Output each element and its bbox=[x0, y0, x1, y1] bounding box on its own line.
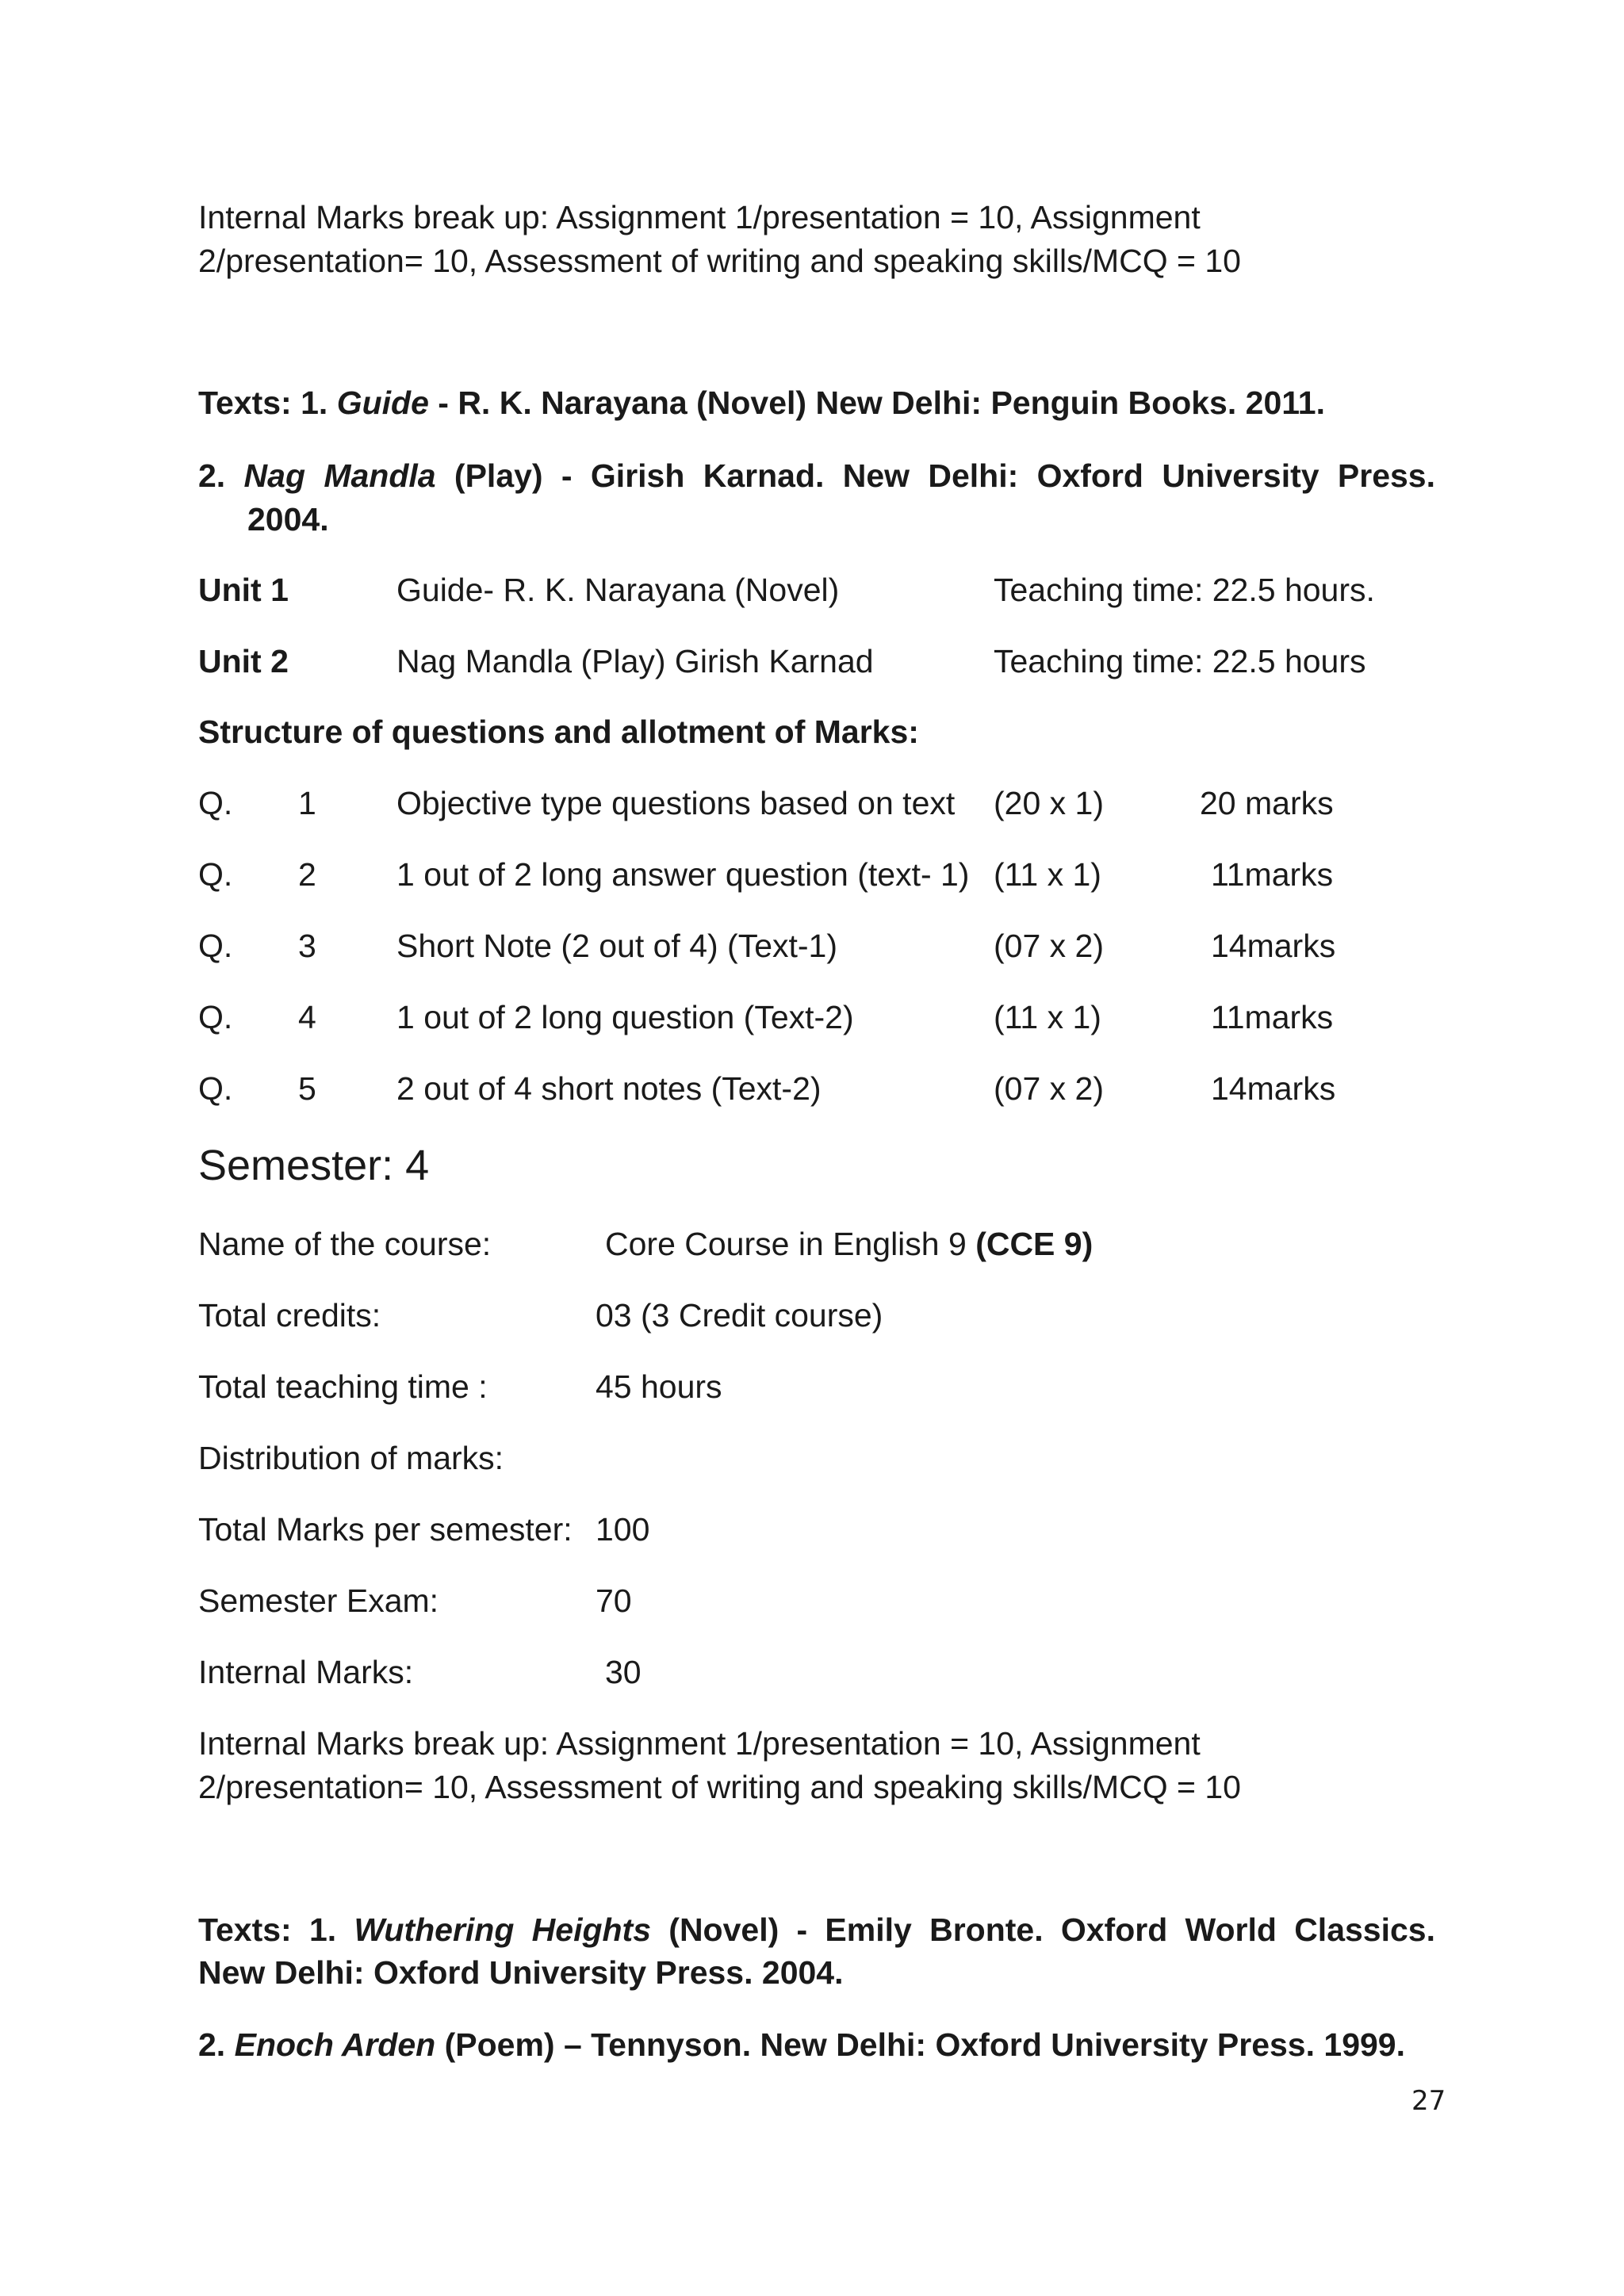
question-description: 2 out of 4 short notes (Text-2) bbox=[396, 1070, 822, 1107]
total-credits-label: Total credits: bbox=[198, 1297, 381, 1334]
question-q: Q. bbox=[198, 856, 233, 893]
text-details: (Novel) - Emily Bronte. Oxford World Classics. bbox=[651, 1911, 1435, 1948]
total-marks-value: 100 bbox=[596, 1511, 650, 1548]
question-marks: 11marks bbox=[1211, 999, 1334, 1035]
text-details: (Play) - Girish Karnad. New Delhi: Oxford University Press. bbox=[435, 457, 1436, 494]
text-title: Enoch Arden bbox=[234, 2026, 436, 2063]
question-calculation: (20 x 1) bbox=[994, 785, 1104, 821]
question-marks: 14marks bbox=[1211, 1070, 1336, 1107]
question-calculation: (11 x 1) bbox=[994, 856, 1101, 893]
text-details: - R. K. Narayana (Novel) New Delhi: Penguin Books. 2011. bbox=[428, 385, 1325, 421]
internal-breakup-line-2: 2/presentation= 10, Assessment of writing and speaking skills/MCQ = 10 bbox=[198, 1769, 1241, 1805]
course-name-label: Name of the course: bbox=[198, 1226, 492, 1262]
unit-2-label: Unit 2 bbox=[198, 643, 289, 679]
question-q: Q. bbox=[198, 999, 233, 1035]
question-q: Q. bbox=[198, 1070, 233, 1107]
question-number: 3 bbox=[298, 928, 316, 964]
question-number: 2 bbox=[298, 856, 316, 893]
question-number: 4 bbox=[298, 999, 316, 1035]
question-q: Q. bbox=[198, 928, 233, 964]
unit-1-time: Teaching time: 22.5 hours. bbox=[994, 572, 1375, 608]
question-marks: 14marks bbox=[1211, 928, 1336, 964]
teaching-time-value: 45 hours bbox=[596, 1368, 722, 1405]
texts-prefix: Texts: 1. bbox=[198, 1911, 354, 1948]
texts-item-2-year: 2004. bbox=[247, 501, 329, 538]
semester-heading: Semester: 4 bbox=[198, 1142, 430, 1189]
text-title: Wuthering Heights bbox=[354, 1911, 652, 1948]
course-name-text: Core Course in English 9 bbox=[605, 1226, 976, 1262]
internal-marks-value: 30 bbox=[605, 1654, 642, 1690]
internal-marks-label: Internal Marks: bbox=[198, 1654, 414, 1690]
question-calculation: (07 x 2) bbox=[994, 928, 1104, 964]
structure-heading: Structure of questions and allotment of Marks: bbox=[198, 714, 919, 750]
semester-exam-label: Semester Exam: bbox=[198, 1582, 439, 1619]
texts-prefix: 2. bbox=[198, 457, 244, 494]
total-credits-value: 03 (3 Credit course) bbox=[596, 1297, 883, 1334]
question-description: Objective type questions based on text bbox=[396, 785, 956, 821]
text-title: Guide bbox=[336, 385, 429, 421]
course-code: (CCE 9) bbox=[975, 1226, 1094, 1262]
total-marks-label: Total Marks per semester: bbox=[198, 1511, 573, 1548]
texts-prefix: 2. bbox=[198, 2026, 235, 2063]
unit-1-title: Guide- R. K. Narayana (Novel) bbox=[396, 572, 840, 608]
question-number: 1 bbox=[298, 785, 316, 821]
text-title: Nag Mandla bbox=[243, 457, 436, 494]
question-number: 5 bbox=[298, 1070, 316, 1107]
texts-prefix: Texts: 1. bbox=[198, 385, 337, 421]
question-description: 1 out of 2 long question (Text-2) bbox=[396, 999, 854, 1035]
unit-1-label: Unit 1 bbox=[198, 572, 289, 608]
course-name-value bbox=[605, 1223, 1093, 1265]
question-calculation: (07 x 2) bbox=[994, 1070, 1104, 1107]
teaching-time-label: Total teaching time : bbox=[198, 1368, 488, 1405]
question-marks: 20 marks bbox=[1200, 785, 1334, 821]
semester-exam-value: 70 bbox=[596, 1582, 632, 1619]
internal-breakup-line-2: 2/presentation= 10, Assessment of writing and speaking skills/MCQ = 10 bbox=[198, 243, 1241, 279]
internal-breakup-line-1: Internal Marks break up: Assignment 1/presentation = 10, Assignment bbox=[198, 199, 1201, 235]
question-description: Short Note (2 out of 4) (Text-1) bbox=[396, 928, 838, 964]
texts-item-2 bbox=[198, 2023, 1405, 2066]
texts-item-1 bbox=[198, 381, 1325, 424]
text-details: (Poem) – Tennyson. New Delhi: Oxford University Press. 1999. bbox=[435, 2026, 1405, 2063]
internal-breakup-line-1: Internal Marks break up: Assignment 1/presentation = 10, Assignment bbox=[198, 1725, 1201, 1762]
unit-2-title: Nag Mandla (Play) Girish Karnad bbox=[396, 643, 874, 679]
question-q: Q. bbox=[198, 785, 233, 821]
texts-item-1 bbox=[198, 1908, 1435, 1952]
texts-item-1-line-2: New Delhi: Oxford University Press. 2004. bbox=[198, 1954, 844, 1991]
unit-2-time: Teaching time: 22.5 hours bbox=[994, 643, 1366, 679]
question-marks: 11marks bbox=[1211, 856, 1334, 893]
distribution-label: Distribution of marks: bbox=[198, 1440, 504, 1476]
page-number: 27 bbox=[1411, 2085, 1446, 2117]
question-calculation: (11 x 1) bbox=[994, 999, 1101, 1035]
question-description: 1 out of 2 long answer question (text- 1) bbox=[396, 856, 970, 893]
texts-item-2 bbox=[198, 453, 1435, 498]
